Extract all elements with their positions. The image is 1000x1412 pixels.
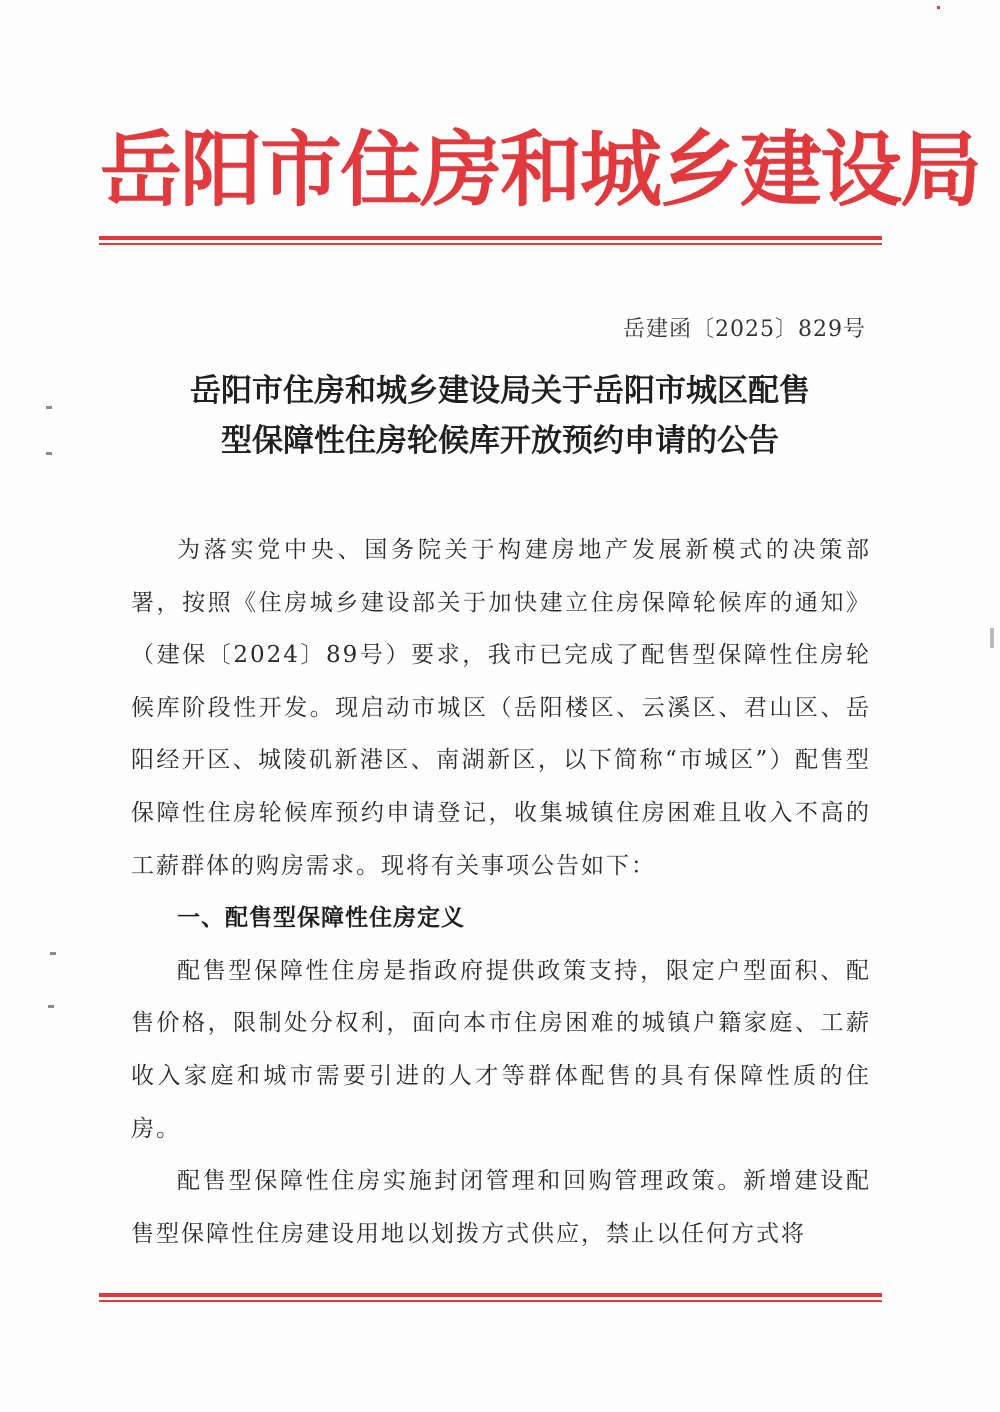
document-body bbox=[131, 524, 871, 1260]
red-divider-top bbox=[99, 236, 882, 246]
red-divider-thick-line bbox=[99, 236, 882, 240]
binding-mark bbox=[46, 452, 52, 455]
document-title-line-1: 岳阳市住房和城乡建设局关于岳阳市城区配售 bbox=[190, 373, 810, 409]
binding-mark bbox=[990, 628, 994, 648]
body-paragraph: 配售型保障性住房实施封闭管理和回购管理政策。新增建设配售型保障性住房建设用地以划拨方式供应，禁止以任何方式将 bbox=[131, 1168, 871, 1247]
document-title bbox=[110, 366, 890, 466]
body-paragraph: 配售型保障性住房是指政府提供政策支持，限定户型面积、配售价格，限制处分权利，面向本市住房困难的城镇户籍家庭、工薪收入家庭和城市需要引进的人才等群体配售的具有保障性质的住房。 bbox=[131, 957, 871, 1142]
corner-mark bbox=[937, 6, 940, 9]
body-paragraph: 为落实党中央、国务院关于构建房地产发展新模式的决策部署，按照《住房城乡建设部关于加快建立住房保障轮候库的通知》（建保〔2024〕89号）要求，我市已完成了配售型保障性住房轮候库阶段性开发。现启动市城区（岳阳楼区、云溪区、君山区、岳阳经开区、城陵矶新港区、南湖新区，以下简称“市城区”）配售型保障性住房轮候库预约申请登记，收集城镇住房困难且收入不高的工薪群体的购房需求。现将有关事项公告如下： bbox=[131, 537, 871, 879]
binding-mark bbox=[48, 1005, 54, 1008]
binding-mark bbox=[50, 952, 56, 955]
org-header-title: 岳阳市住房和城乡建设局 bbox=[100, 122, 981, 218]
red-divider-thin-line bbox=[99, 1300, 882, 1302]
binding-mark bbox=[46, 406, 52, 409]
section-heading: 一、配售型保障性住房定义 bbox=[177, 905, 465, 932]
red-divider-thick-line bbox=[99, 1293, 882, 1297]
document-number: 岳建函〔2025〕829号 bbox=[623, 317, 866, 342]
red-divider-thin-line bbox=[99, 243, 882, 245]
document-title-line-2: 型保障性住房轮候库开放预约申请的公告 bbox=[221, 423, 779, 459]
red-divider-bottom bbox=[99, 1293, 882, 1303]
